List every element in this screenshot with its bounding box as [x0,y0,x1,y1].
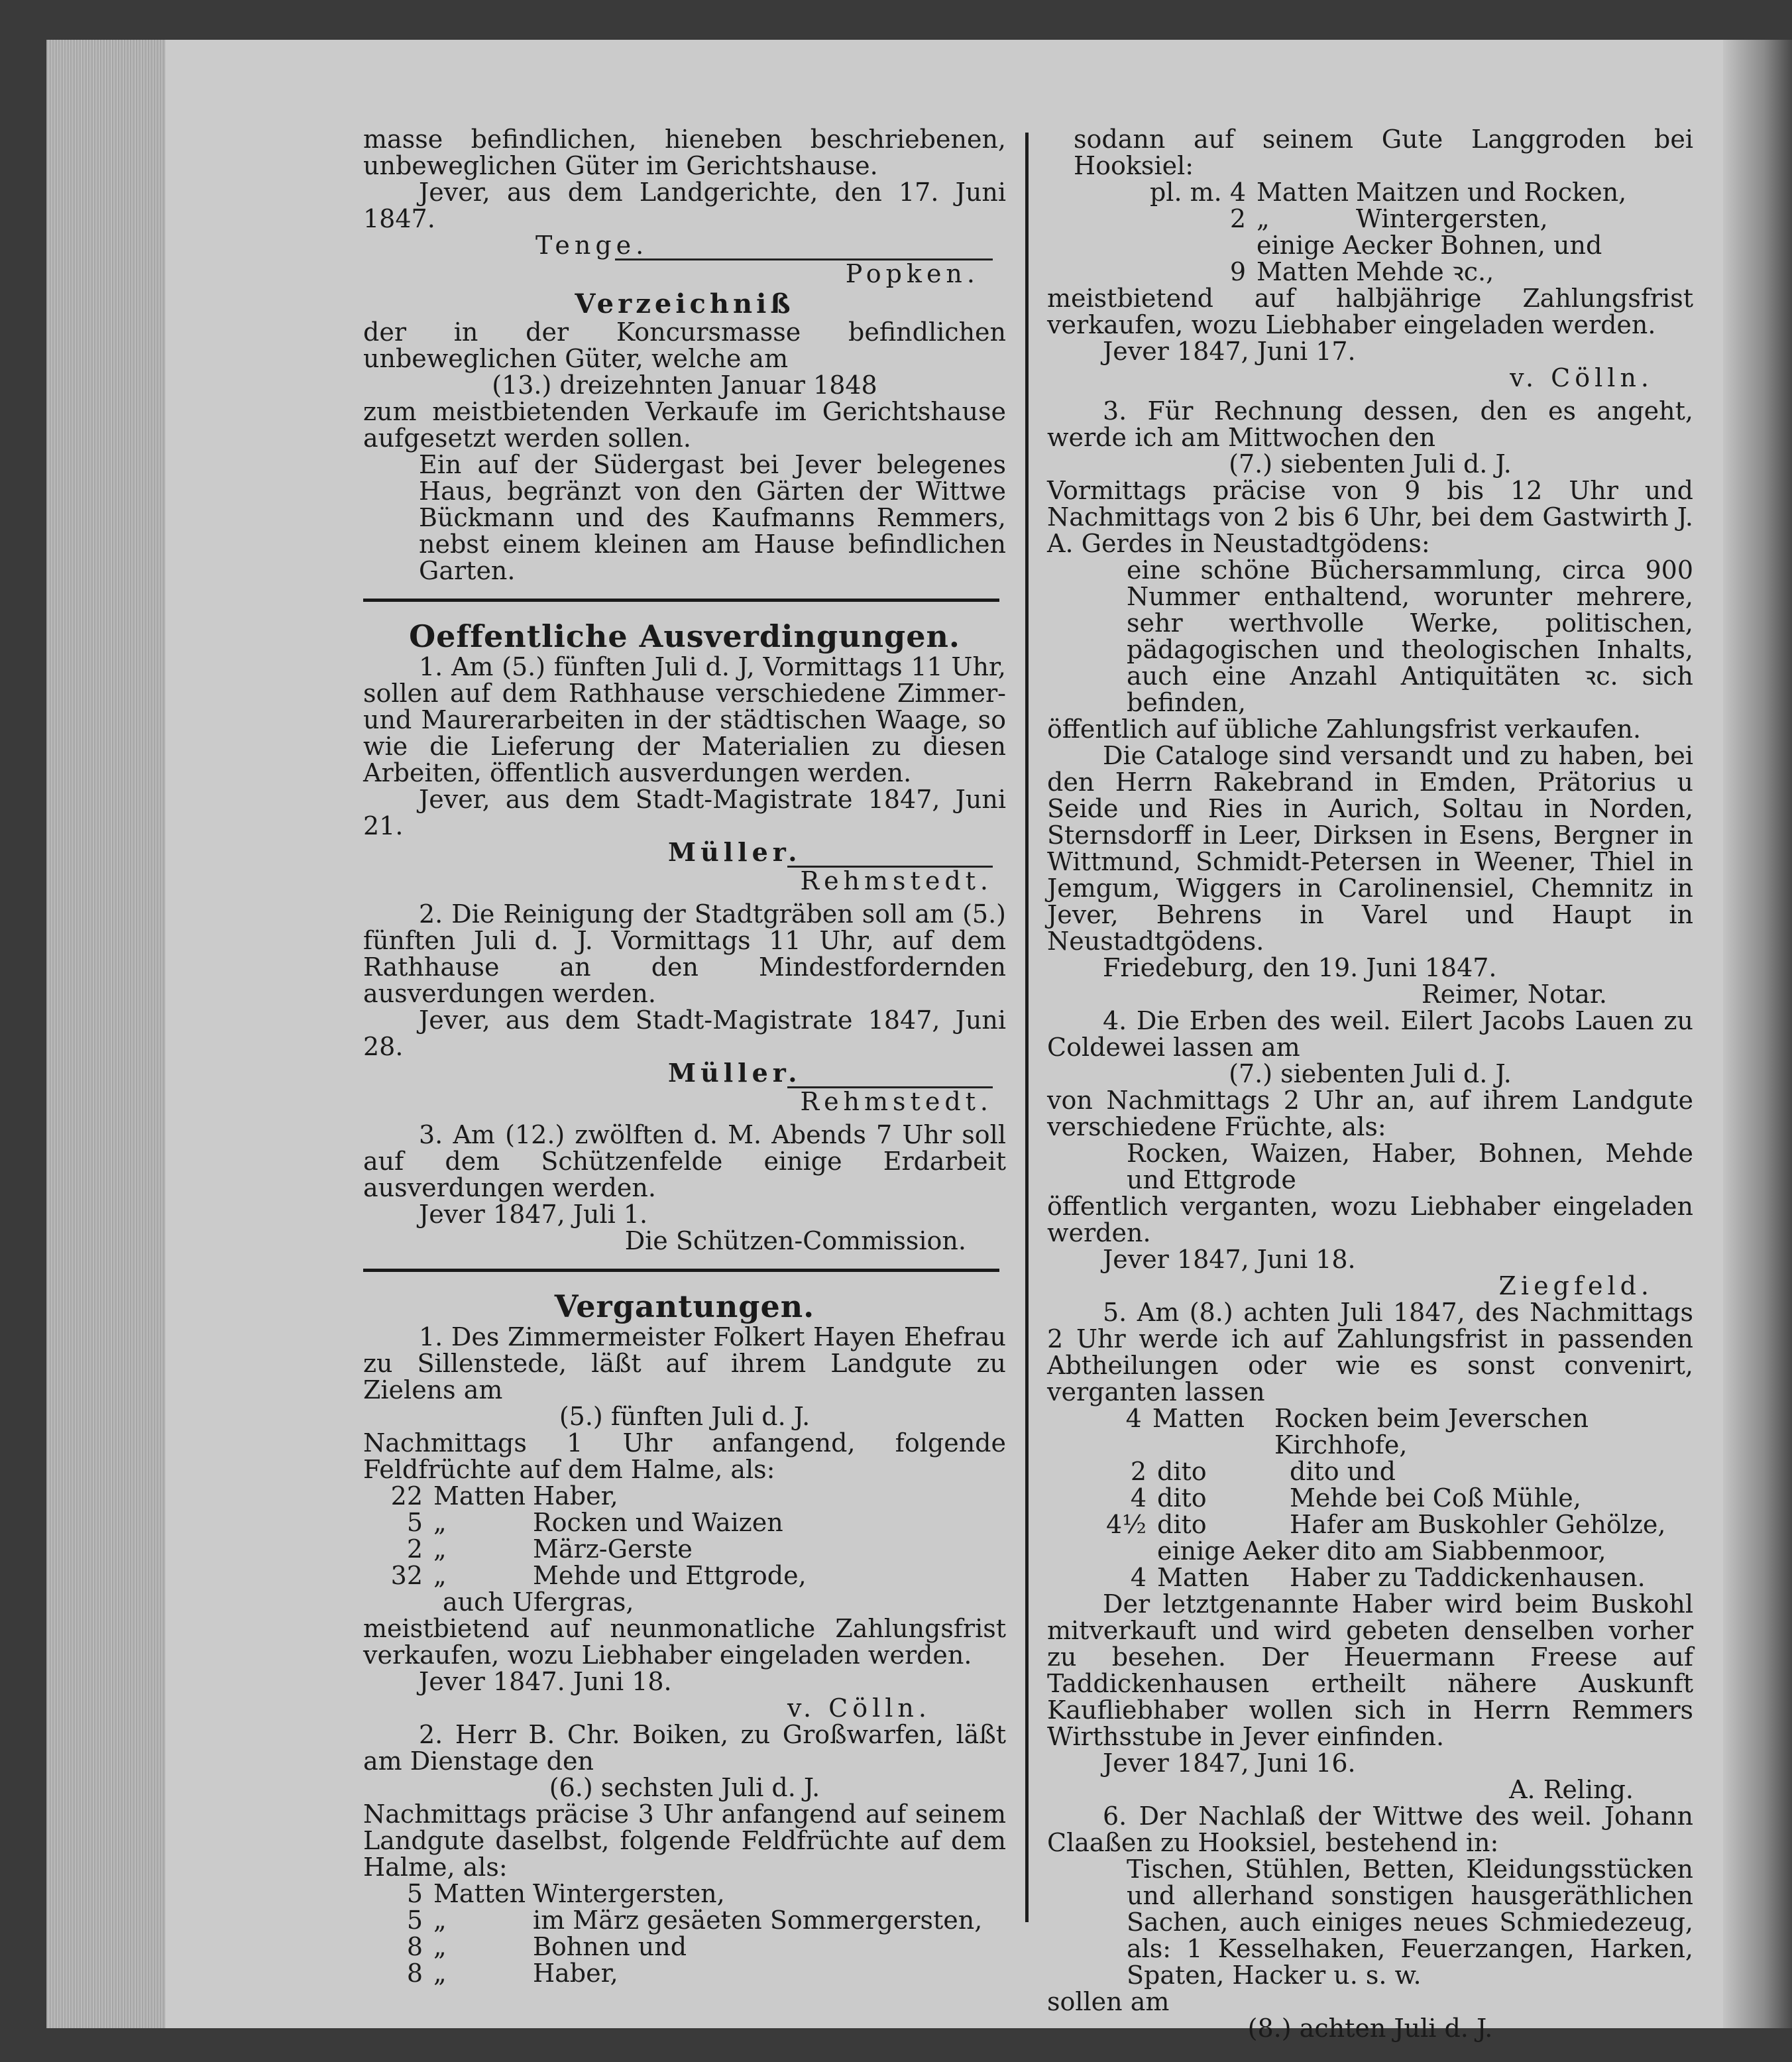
right-top-signature: v. Cölln. [1510,363,1653,392]
list-item: 5 Matten Wintergersten, [406,1879,725,1908]
vergantung-3-text-4: Die Cataloge sind versandt und zu haben, bei den Herrn Rakebrand in Emden, Prätorius u Seide und Ries in Aurich, Soltau in Norden, Sternsdorff in Leer, Dirksen in Esens, Bergner in Wittmund, Schmidt-Petersen in Weener, Thiel in Jemgum, Wiggers in Carolinensiel, Chemnitz in Jever, Behrens in Varel und Haupt in Neustadtgödens. [1047,741,1693,956]
ausverdingung-2-sig-2: Rehmstedt. [800,1087,993,1116]
list-item: 8 „ Bohnen und [406,1932,687,1961]
top-signature-1: Tenge. [535,231,649,260]
vergantung-4-text-3: öffentlich verganten, wozu Liebhaber eingeladen werden. [1047,1192,1693,1247]
vergantung-1-text-2: Nachmittags 1 Uhr anfangend, folgende Feldfrüchte auf dem Halme, als: [363,1428,1006,1484]
list-item: 9 Matten Mehde ꝛc., [1229,257,1494,286]
ausverdingung-1-text: 1. Am (5.) fünften Juli d. J, Vormittags 11 Uhr, sollen auf dem Rathhause verschiedene Zimmer- und Maurerarbeiten in der städtischen Waage, so wie die Lieferung der Materialien zu diesen Arbeiten, öffentlich ausverdungen werden. [363,652,1006,787]
list-item: 5 „ Rocken und Waizen [406,1508,783,1537]
list-item: 2 „ Wintergersten, [1229,204,1548,233]
vergantung-6-date: (8.) achten Juli d. J. [1247,2014,1493,2043]
vergantung-3-signature: Reimer, Notar. [1421,980,1607,1009]
book-spine [1723,40,1792,2028]
ausverdingung-3-text: 3. Am (12.) zwölften d. M. Abends 7 Uhr soll auf dem Schützenfelde einige Erdarbeit ausverdungen werden. [363,1120,1006,1202]
vergantung-3-text-2: Vormittags präcise von 9 bis 12 Uhr und Nachmittags von 2 bis 6 Uhr, bei dem Gastwirth J. A. Gerdes in Neustadtgödens: [1047,476,1693,558]
vergantung-3-place: Friedeburg, den 19. Juni 1847. [1103,953,1497,982]
list-item: 2 „ März-Gerste [406,1534,693,1564]
section-title-ausverdingungen: Oeffentliche Ausverdingungen. [409,618,960,654]
vergantung-4-date: (7.) siebenten Juli d. J. [1229,1059,1512,1088]
verzeichnis-text-2: zum meistbietenden Verkaufe im Gerichtshause aufgesetzt werden sollen. [363,397,1006,453]
vergantung-5-items [1047,1405,1693,1591]
vergantung-5-text: 5. Am (8.) achten Juli 1847, des Nachmittags 2 Uhr werde ich auf Zahlungsfrist in passenden Abtheilungen oder wie es sonst convenirt, verganten lassen [1047,1298,1693,1406]
vergantung-2-text-2: Nachmittags präcise 3 Uhr anfangend auf seinem Landgute daselbst, folgende Feldfrüchte auf dem Halme, als: [363,1800,1006,1882]
vergantung-2-text: 2. Herr B. Chr. Boiken, zu Großwarfen, läßt am Dienstage den [363,1720,1006,1776]
vergantung-1-extra: auch Ufergras, [443,1587,634,1617]
right-top-place: Jever 1847, Juni 17. [1103,337,1356,366]
ausverdingung-1-sig-1: Müller. [668,837,802,867]
left-column [363,126,1006,1986]
section-separator [363,599,999,602]
top-place-date: Jever, aus dem Landgerichte, den 17. Juni 1847. [363,178,1006,233]
verzeichnis-date: (13.) dreizehnten Januar 1848 [492,371,877,400]
list-item: 8 „ Haber, [406,1959,618,1988]
vergantung-3-text-3: öffentlich auf übliche Zahlungsfrist verkaufen. [1047,715,1642,744]
right-top-text-2: meistbietend auf halbjährige Zahlungsfrist verkaufen, wozu Liebhaber eingeladen werden. [1047,284,1693,339]
ausverdingung-2-text: 2. Die Reinigung der Stadtgräben soll am (5.) fünften Juli d. J. Vormittags 11 Uhr, auf dem Rathhause an den Mindestfordernden ausverdungen werden. [363,899,1006,1008]
right-top-text: sodann auf seinem Gute Langgroden bei Hooksiel: [1074,125,1693,180]
list-item: pl. m. 4 Matten Maitzen und Rocken, [1149,178,1627,207]
vergantung-6-text: 6. Der Nachlaß der Wittwe des weil. Johann Claaßen zu Hooksiel, bestehend in: [1047,1802,1693,1857]
vergantung-3-date: (7.) siebenten Juli d. J. [1229,449,1512,479]
vergantung-4-text: 4. Die Erben des weil. Eilert Jacobs Lauen zu Coldewei lassen am [1047,1006,1693,1062]
vergantung-2-date: (6.) sechsten Juli d. J. [549,1773,820,1802]
list-item: 4 dito Mehde bei Coß Mühle, [1130,1483,1581,1513]
ausverdingung-1-place: Jever, aus dem Stadt-Magistrate 1847, Juni 21. [363,785,1006,840]
verzeichnis-text-1: der in der Koncursmasse befindlichen unbeweglichen Güter, welche am [363,317,1006,373]
vergantung-6-text-2: sollen am [1047,1987,1170,2016]
list-item: 32 „ Mehde und Ettgrode, [390,1561,807,1590]
list-item: 2 dito dito und [1130,1457,1396,1486]
vergantung-2-items [363,1880,1006,1986]
vergantung-5-text-2: Der letztgenannte Haber wird beim Buskohl mitverkauft und wird gebeten denselben vorher zu besehen. Der Heuermann Freese auf Taddickenhausen ertheilt nähere Auskunft Kaufliebhaber wollen sich in Herrn Remmers Wirthsstube in Jever einfinden. [1047,1589,1693,1751]
right-top-items [1047,179,1693,285]
vergantung-1-signature: v. Cölln. [787,1693,931,1723]
verzeichnis-text-3: Ein auf der Südergast bei Jever belegenes Haus, begränzt von den Gärten der Wittwe Bückmann und des Kaufmanns Remmers, nebst einem kleinen am Hause befindlichen Garten. [419,450,1006,585]
vergantung-5-place: Jever 1847, Juni 16. [1103,1748,1356,1778]
vergantung-4-block: Rocken, Waizen, Haber, Bohnen, Mehde und Ettgrode [1127,1139,1693,1194]
list-item: 4 Matten Rocken beim Jeverschen Kirchhofe, [1125,1404,1589,1460]
ausverdingung-2-place: Jever, aus dem Stadt-Magistrate 1847, Juni 28. [363,1005,1006,1061]
ausverdingung-3-signature: Die Schützen-Commission. [624,1226,966,1255]
ausverdingung-3-place: Jever 1847, Juli 1. [419,1200,648,1229]
column-divider [1025,133,1029,1922]
vergantung-3-block: eine schöne Büchersammlung, circa 900 Nummer enthaltend, worunter mehrere, sehr werthvolle Werke, politischen, pädagogischen und theologischen Inhalts, auch eine Anzahl Antiquitäten ꝛc. sich befinden, [1127,555,1693,717]
ausverdingung-1-sig-2: Rehmstedt. [800,866,993,895]
vergantung-1-text-3: meistbietend auf neunmonatliche Zahlungsfrist verkaufen, wozu Liebhaber eingeladen werden. [363,1614,1006,1670]
page-edges [46,40,179,2028]
vergantung-4-place: Jever 1847, Juni 18. [1103,1245,1356,1274]
list-item: 4½ dito Hafer am Buskohler Gehölze, [1105,1510,1666,1539]
vergantung-4-text-2: von Nachmittags 2 Uhr an, auf ihrem Landgute verschiedene Früchte, als: [1047,1086,1693,1141]
ausverdingung-2-sig-1: Müller. [668,1058,802,1088]
section-separator [363,1269,999,1272]
list-item: 5 „ im März gesäeten Sommergersten, [406,1906,983,1935]
vergantung-5-signature: A. Reling. [1509,1775,1634,1804]
list-item: einige Aeker dito am Siabbenmoor, [1157,1536,1606,1566]
vergantung-1-place: Jever 1847. Juni 18. [419,1667,672,1696]
vergantung-1-text: 1. Des Zimmermeister Folkert Hayen Ehefrau zu Sillenstede, läßt auf ihrem Landgute zu Zielens am [363,1322,1006,1404]
list-item: einige Aecker Bohnen, und [1257,231,1602,260]
list-item: 22 Matten Haber, [390,1481,618,1511]
vergantung-1-date: (5.) fünften Juli d. J. [559,1402,811,1431]
list-item: 4 Matten Haber zu Taddickenhausen. [1130,1563,1646,1592]
vergantung-1-items [363,1483,1006,1589]
top-signature-2: Popken. [845,259,980,288]
section-title-vergantungen: Vergantungen. [554,1289,815,1324]
right-column [1047,126,1693,2041]
vergantung-3-text: 3. Für Rechnung dessen, den es angeht, werde ich am Mittwochen den [1047,396,1693,452]
vergantung-4-signature: Ziegfeld. [1498,1271,1653,1300]
verzeichnis-title: Verzeichniß [575,288,795,319]
vergantung-6-block: Tischen, Stühlen, Betten, Kleidungsstücken und allerhand sonstigen hausgeräthlichen Sachen, auch einiges neues Schmiedezeug, als: 1 Kesselhaken, Feuerzangen, Harken, Spaten, Hacker u. s. w. [1127,1855,1693,1990]
top-paragraph: masse befindlichen, hieneben beschriebenen, unbeweglichen Güter im Gerichtshause. [363,125,1006,180]
